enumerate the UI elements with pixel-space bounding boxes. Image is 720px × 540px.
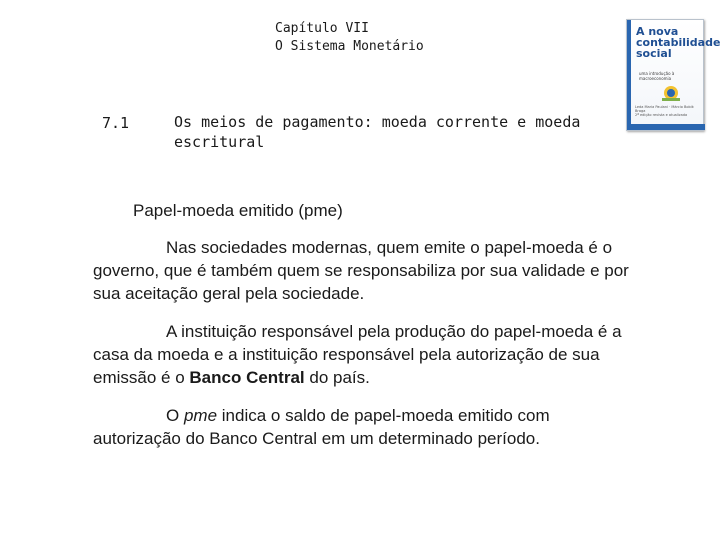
chapter-header [275, 20, 424, 56]
cover-illustration-icon [660, 84, 682, 102]
paragraph-2 [93, 320, 633, 389]
cover-subtitle: uma introdução à macroeconomia [639, 71, 675, 81]
chapter-title: Capítulo VII [275, 21, 369, 36]
cover-spine [627, 20, 631, 130]
paragraph-1 [93, 236, 633, 305]
paragraph-2-end: do país. [304, 368, 370, 387]
paragraph-2-text: A instituição responsável pela produção do papel-moeda é a casa da moeda e a instituição responsável pela autorização de sua emissão é o [93, 322, 622, 387]
paragraph-3-start: O [166, 406, 184, 425]
paragraph-3-italic: pme [183, 406, 218, 425]
section-number: 7.1 [102, 114, 130, 132]
section-title: Os meios de pagamento: moeda corrente e moeda escritural [174, 113, 581, 151]
paragraph-1-text: Nas sociedades modernas, quem emite o papel-moeda é o governo, que é também quem se responsabiliza por sua validade e por sua aceitação geral pela sociedade. [93, 238, 629, 303]
paragraph-3 [93, 404, 633, 450]
cover-authors: Leda Maria Paulani · Márcio Bobik Braga 2ª edição revista e atualizada [635, 105, 694, 117]
chapter-subtitle: O Sistema Monetário [275, 39, 424, 54]
subheading: Papel-moeda emitido (pme) [133, 201, 343, 220]
paragraph-2-bold: Banco Central [189, 368, 305, 387]
paragraph-3-text: indica o saldo de papel-moeda emitido com autorização do Banco Central em um determinado período. [93, 406, 550, 448]
book-cover-image [626, 19, 720, 131]
cover-title: A nova contabilidade social [636, 25, 720, 60]
cover-band [631, 124, 705, 130]
